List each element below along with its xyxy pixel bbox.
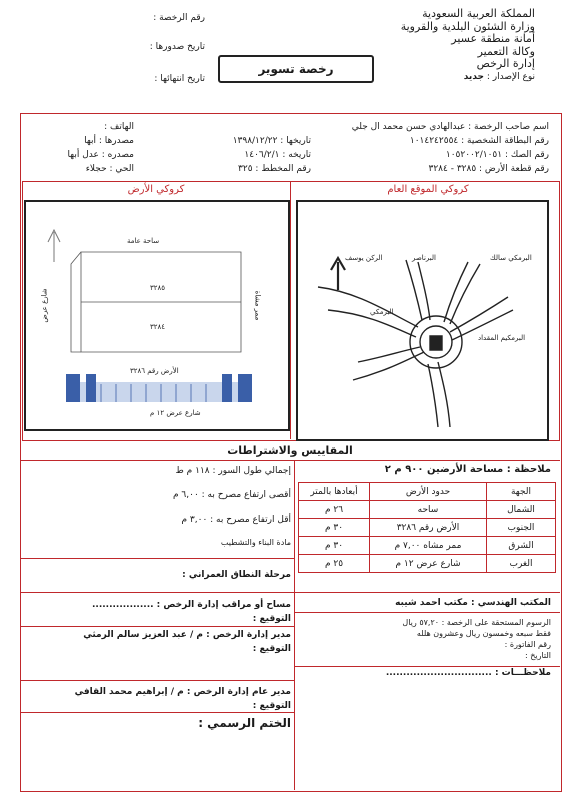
gm-signature: التوقيع :	[252, 701, 291, 711]
owner-name: اسم صاحب الرخصة : عبدالهادي حسن محمد ال جلي	[351, 122, 549, 132]
cell-boundary: ساحه	[370, 501, 487, 519]
col-header-dimension: أبعادها بالمتر	[299, 483, 370, 501]
header-line: أمانة منطقة عسير	[451, 32, 535, 45]
land-label-neighbor: الأرض رقم ٣٢٨٦	[130, 367, 179, 375]
table-row	[299, 519, 556, 537]
site-map-drawing	[298, 202, 547, 439]
cell-dimension: ٢٥ م	[299, 555, 370, 573]
surveyor-line: مساح أو مراقب إدارة الرخص : ..................	[91, 600, 291, 610]
owner-info-right	[352, 120, 549, 176]
fees-amount: الرسوم المستحقة على الرخصة : ٥٧,٢٠ ريال	[402, 618, 551, 627]
owner-info-middle	[233, 134, 311, 176]
table-header-row	[299, 483, 556, 501]
land-sketch-title: كروكي الأرض	[127, 184, 185, 195]
surveyor-signature: التوقيع :	[252, 614, 291, 624]
urban-stage: مرحلة النطاق العمراني :	[182, 570, 291, 580]
header-ministry-block	[401, 8, 535, 83]
phone-label: الهاتف :	[104, 122, 134, 132]
plot-label-3284: ٣٢٨٤	[150, 323, 166, 331]
cell-boundary: ممر مشاه ٧,٠٠ م	[370, 537, 487, 555]
table-row	[299, 537, 556, 555]
cell-dimension: ٣٠ م	[299, 537, 370, 555]
table-row	[299, 555, 556, 573]
fence-length: إجمالي طول السور : ١١٨ م ط	[175, 466, 291, 476]
cell-direction: الشمال	[487, 501, 556, 519]
road-label-yousef: الركن يوسف	[345, 254, 383, 262]
issue-type	[401, 71, 535, 84]
district: الحي : حجلاء	[85, 164, 134, 174]
manager-signature: التوقيع :	[252, 644, 291, 654]
license-title-box	[218, 55, 374, 83]
boundaries-table	[298, 482, 556, 573]
road-label-barmaki-2: البرمكي	[370, 308, 394, 316]
scheme-date: تاريخه : ١٤٠٦/٢/١	[244, 150, 311, 160]
road-label-salek: البرمكي سالك	[490, 254, 532, 262]
building-material: مادة البناء والتشطيب	[220, 538, 291, 547]
header-line: إدارة الرخص	[476, 57, 535, 70]
table-row	[299, 501, 556, 519]
cell-dimension: ٢٦ م	[299, 501, 370, 519]
min-height: أقل ارتفاع مصرح به : ٣,٠٠ م	[181, 515, 291, 525]
measurements-section-title: المقاييس والاشتراطات	[227, 444, 353, 457]
remarks: ملاحظـــات : ...............................	[385, 668, 551, 678]
expiry-date-label: تاريخ انتهائها :	[154, 74, 205, 84]
cell-dimension: ٣٠ م	[299, 519, 370, 537]
fees-date: التاريخ :	[524, 651, 551, 660]
licensing-manager: مدير إدارة الرخص : م / عبد العزيز سالم الرمثي	[83, 630, 291, 640]
license-no-label: رقم الرخصة :	[153, 13, 205, 23]
road-label-barmaki: البرناصر	[412, 254, 436, 262]
owner-id: رقم البطاقة الشخصية : ١٠١٤٢٤٢٥٥٤	[409, 136, 549, 146]
owner-info-left	[67, 120, 134, 176]
header-line: المملكة العربية السعودية	[422, 7, 535, 20]
fees-block	[402, 617, 551, 661]
cell-boundary: شارع عرض ١٢ م	[370, 555, 487, 573]
header-line: وزارة الشئون البلدية والقروية	[400, 19, 535, 33]
area-note: ملاحظة : مساحة الأرضين ٩٠٠ م ٢	[384, 464, 551, 475]
cell-boundary: الأرض رقم ٣٢٨٦	[370, 519, 487, 537]
cell-direction: الغرب	[487, 555, 556, 573]
scheme-number: رقم المخطط : ٣٢٥	[238, 164, 311, 174]
header-line: وكالة التعمير	[477, 44, 535, 58]
land-sketch-panel	[24, 200, 290, 431]
cell-direction: الجنوب	[487, 519, 556, 537]
invoice-number: رقم الفاتورة :	[504, 640, 551, 649]
plot-number: رقم قطعة الأرض : ٣٢٨٥ - ٣٢٨٤	[428, 164, 549, 174]
deed-date: تاريخها : ١٣٩٨/١٢/٢٢	[232, 136, 311, 146]
scheme-source: مصدره : عدل أبها	[67, 150, 134, 160]
cell-direction: الشرق	[487, 537, 556, 555]
land-label-walkway: ممر مشاة	[253, 290, 262, 321]
land-label-side-street: شارع عرض	[40, 288, 49, 323]
license-title: رخصة تسوير	[258, 62, 334, 76]
col-header-direction: الجهة	[487, 483, 556, 501]
deed-source: مصدرها : أبها	[84, 136, 134, 146]
deed-number: رقم الصك : ١٠٥٢٠٠٢/١٠٥١	[445, 150, 549, 160]
land-label-street: شارع عرض ١٢ م	[150, 409, 201, 417]
plot-label-3285: ٣٢٨٥	[150, 284, 166, 292]
issue-date-label: تاريخ صدورها :	[149, 42, 205, 52]
col-header-boundary: حدود الأرض	[370, 483, 487, 501]
issue-type-value: جديد	[463, 71, 484, 82]
max-height: أقصى ارتفاع مصرح به : ٦,٠٠ م	[172, 490, 291, 500]
site-sketch-panel	[296, 200, 549, 441]
issue-type-label: نوع الإصدار :	[486, 71, 535, 82]
land-label-open-area: ساحة عامة	[127, 237, 160, 245]
fees-words: فقط سبعه وخمسون ريال وعشرون هلله	[416, 629, 551, 638]
official-seal: الختم الرسمي :	[198, 716, 291, 730]
general-manager: مدير عام إدارة الرخص : م / إبراهيم محمد القافي	[74, 687, 291, 697]
road-label-miqdad: البرمكيم المقداد	[478, 334, 526, 342]
site-sketch-title: كروكي الموقع العام	[387, 184, 469, 195]
engineering-office: المكتب الهندسي : مكتب احمد شيبه	[395, 598, 551, 608]
